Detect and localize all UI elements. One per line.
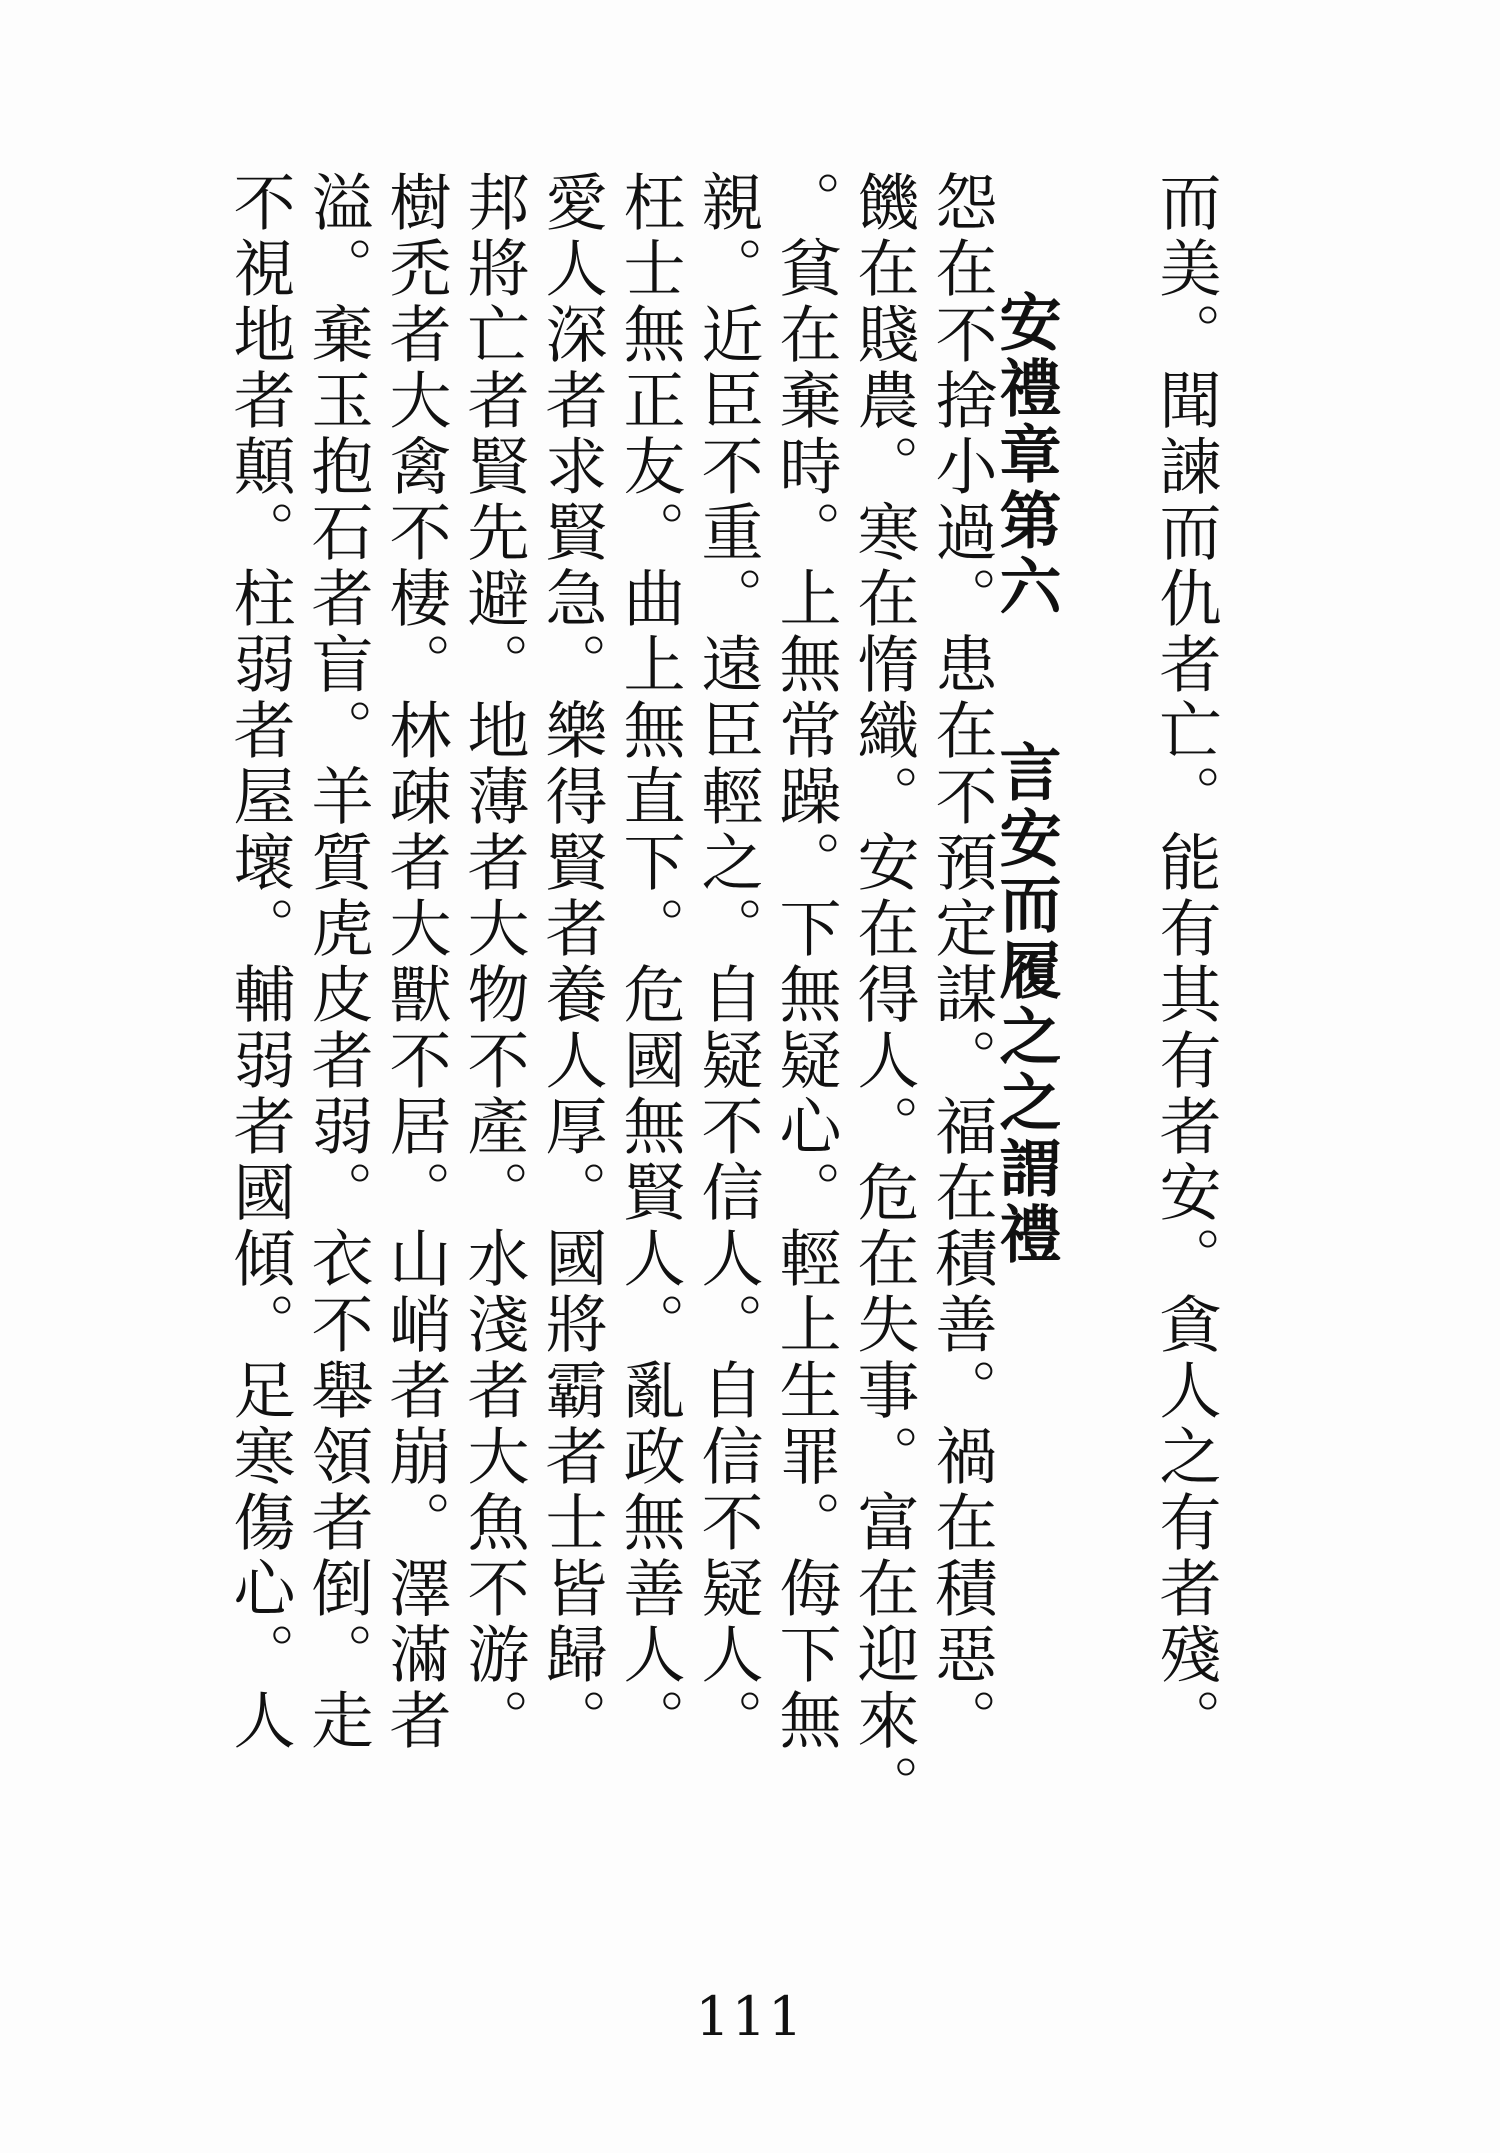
text-column: 枉士無正友。曲上無直下。危國無賢人。亂政無善人。	[613, 170, 686, 1754]
text-column: 饑在賤農。寒在惰織。安在得人。危在失事。富在迎來。	[847, 170, 920, 1820]
text-column: 親。近臣不重。遠臣輕之。自疑不信人。自信不疑人。	[691, 170, 764, 1754]
text-column: 樹禿者大禽不棲。林疎者大獸不居。山峭者崩。澤滿者	[379, 170, 452, 1754]
text-column: 不視地者顛。柱弱者屋壞。輔弱者國傾。足寒傷心。人	[223, 170, 296, 1754]
text-column: 。貧在棄時。上無常躁。下無疑心。輕上生罪。侮下無	[769, 170, 842, 1754]
text-column: 愛人深者求賢急。樂得賢者養人厚。國將霸者士皆歸。	[535, 170, 608, 1754]
text-column-first: 而美。聞諫而仇者亡。能有其有者安。貪人之有者殘。	[1149, 170, 1222, 1754]
text-column: 邦將亡者賢先避。地薄者大物不產。水淺者大魚不游。	[457, 170, 530, 1754]
body-text	[220, 170, 1000, 1820]
chapter-subtitle: 言安而履之之謂禮	[989, 740, 1062, 1268]
text-column: 溢。棄玉抱石者盲。羊質虎皮者弱。衣不舉領者倒。走	[301, 170, 374, 1754]
text-column: 怨在不捨小過。患在不預定謀。福在積善。禍在積惡。	[925, 170, 998, 1754]
chapter-heading: 安禮章第六	[989, 290, 1062, 620]
page-number: 111	[695, 1985, 805, 2048]
